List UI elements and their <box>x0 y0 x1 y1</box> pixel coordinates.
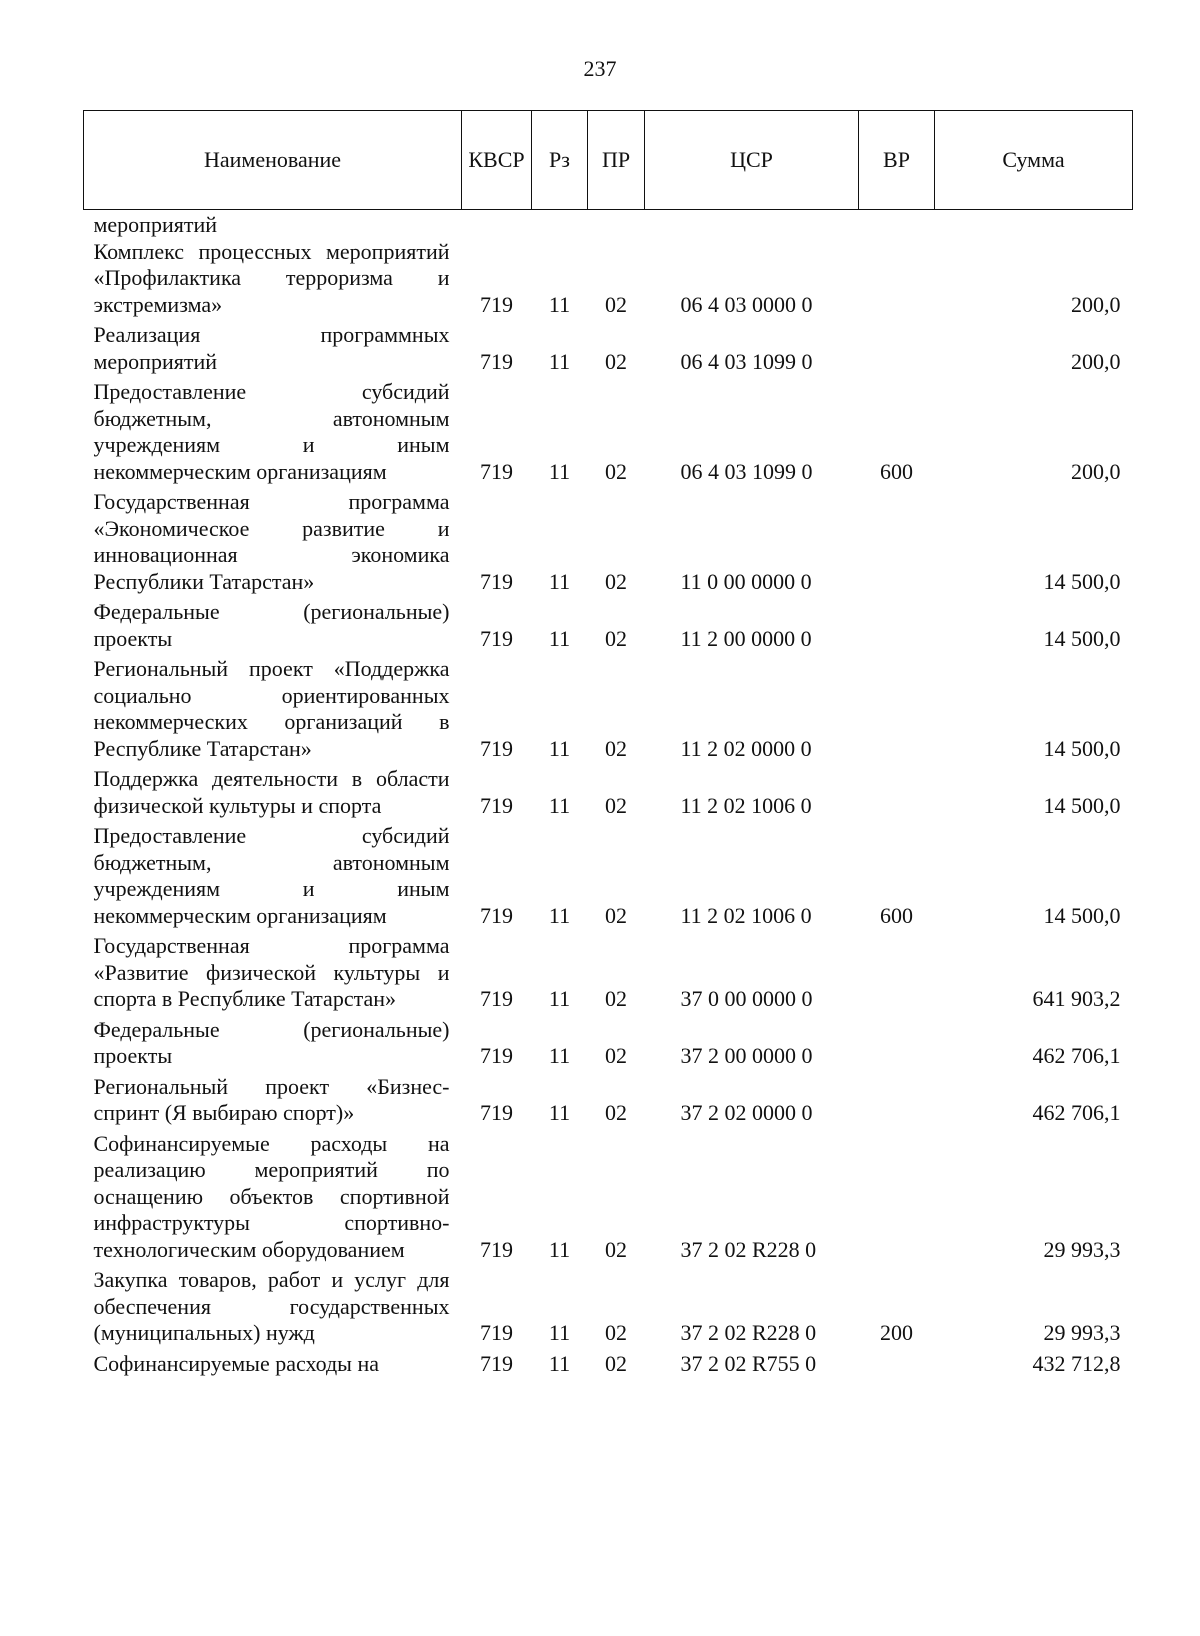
cell-kvsr: 719 <box>480 1043 513 1068</box>
cell-vr <box>859 1017 935 1074</box>
header-csr: ЦСР <box>645 111 859 210</box>
cell-kvsr: 719 <box>480 735 513 761</box>
cell-kvsr <box>462 210 532 239</box>
cell-kvsr: 719 <box>480 458 513 484</box>
header-sum: Сумма <box>935 111 1133 210</box>
cell-name: Региональный проект «Бизнес-спринт (Я выбираю спорт)» <box>93 1073 450 1125</box>
cell-rz: 11 <box>548 625 571 651</box>
cell-kvsr: 719 <box>480 568 513 594</box>
cell-kvsr: 719 <box>480 902 513 928</box>
cell-vr <box>859 210 935 239</box>
header-kvsr: КВСР <box>462 111 532 210</box>
cell-vr <box>859 322 935 379</box>
cell-pr: 02 <box>605 1100 627 1125</box>
cell-sum: 14 500,0 <box>1043 568 1121 594</box>
table-row <box>84 379 1133 489</box>
cell-vr: 600 <box>880 902 913 928</box>
cell-pr: 02 <box>605 986 627 1011</box>
table-row <box>84 322 1133 379</box>
cell-vr <box>859 489 935 599</box>
cell-vr <box>859 656 935 766</box>
cell-vr <box>859 1131 935 1268</box>
cell-rz: 11 <box>548 458 571 484</box>
cell-kvsr: 719 <box>480 1100 513 1125</box>
cell-sum: 462 706,1 <box>1032 1100 1121 1125</box>
cell-pr: 02 <box>605 735 627 761</box>
cell-rz: 11 <box>548 291 571 317</box>
cell-rz: 11 <box>548 1236 571 1262</box>
cell-name: Закупка товаров, работ и услуг для обеспечения государственных (муниципальных) нужд <box>93 1267 450 1345</box>
table-row <box>84 766 1133 823</box>
cell-csr <box>645 210 859 239</box>
cell-name: Софинансируемые расходы на <box>93 1350 379 1376</box>
cell-sum: 14 500,0 <box>1043 792 1121 818</box>
cell-rz: 11 <box>548 568 571 594</box>
cell-pr: 02 <box>605 1350 627 1376</box>
cell-pr: 02 <box>605 1320 627 1345</box>
cell-name: Предоставление субсидий бюджетным, автономным учреждениям и иным некоммерческим организациям <box>93 379 450 484</box>
cell-sum: 200,0 <box>1071 291 1121 317</box>
header-pr: ПР <box>588 111 645 210</box>
cell-csr: 06 4 03 0000 0 <box>680 291 813 317</box>
cell-kvsr: 719 <box>480 348 513 374</box>
cell-vr <box>859 766 935 823</box>
cell-csr: 11 0 00 0000 0 <box>680 568 812 594</box>
cell-csr: 37 2 02 R755 0 <box>680 1350 817 1376</box>
table-row <box>84 1131 1133 1268</box>
cell-csr: 11 2 02 1006 0 <box>680 792 812 818</box>
cell-vr <box>859 933 935 1017</box>
header-name: Наименование <box>84 111 462 210</box>
table-row <box>84 1074 1133 1131</box>
cell-pr: 02 <box>605 291 627 317</box>
cell-vr <box>859 1351 935 1382</box>
cell-name: Реализация программных мероприятий <box>93 322 450 374</box>
cell-csr: 37 0 00 0000 0 <box>680 986 813 1011</box>
cell-vr <box>859 239 935 323</box>
cell-sum: 14 500,0 <box>1043 735 1121 761</box>
cell-name: Поддержка деятельности в области физической культуры и спорта <box>93 766 450 818</box>
cell-csr: 37 2 02 R228 0 <box>680 1236 817 1262</box>
table-row <box>84 1351 1133 1382</box>
cell-pr <box>588 210 645 239</box>
cell-rz: 11 <box>548 792 571 818</box>
cell-vr <box>859 1074 935 1131</box>
table-row <box>84 239 1133 323</box>
cell-rz: 11 <box>548 1100 571 1125</box>
cell-csr: 11 2 00 0000 0 <box>680 625 812 651</box>
table-row <box>84 933 1133 1017</box>
cell-sum: 14 500,0 <box>1043 902 1121 928</box>
cell-csr: 37 2 02 0000 0 <box>680 1100 813 1125</box>
table-row <box>84 823 1133 933</box>
cell-name: Региональный проект «Поддержка социально ориентированных некоммерческих организаций в Республике Татарстан» <box>93 656 450 761</box>
cell-vr: 200 <box>880 1320 913 1345</box>
cell-kvsr: 719 <box>480 986 513 1011</box>
cell-name: Федеральные (региональные) проекты <box>93 1016 450 1068</box>
cell-sum: 641 903,2 <box>1032 986 1121 1011</box>
cell-csr: 37 2 00 0000 0 <box>680 1043 813 1068</box>
cell-rz: 11 <box>548 1043 571 1068</box>
table-row <box>84 656 1133 766</box>
header-vr: ВР <box>859 111 935 210</box>
cell-name: Комплекс процессных мероприятий «Профилактика терроризма и экстремизма» <box>93 238 450 317</box>
cell-pr: 02 <box>605 348 627 374</box>
cell-vr: 600 <box>880 458 913 484</box>
cell-rz: 11 <box>548 986 571 1011</box>
cell-kvsr: 719 <box>480 291 513 317</box>
cell-pr: 02 <box>605 902 627 928</box>
cell-kvsr: 719 <box>480 792 513 818</box>
cell-rz: 11 <box>548 348 571 374</box>
cell-name: мероприятий <box>93 212 218 237</box>
cell-pr: 02 <box>605 568 627 594</box>
cell-sum: 14 500,0 <box>1043 625 1121 651</box>
cell-rz <box>532 210 588 239</box>
cell-sum <box>935 210 1133 239</box>
cell-pr: 02 <box>605 792 627 818</box>
cell-name: Софинансируемые расходы на реализацию мероприятий по оснащению объектов спортивной инфраструктуры спортивно-технологическим оборудованием <box>93 1130 450 1262</box>
cell-pr: 02 <box>605 1043 627 1068</box>
cell-pr: 02 <box>605 1236 627 1262</box>
cell-rz: 11 <box>548 735 571 761</box>
cell-csr: 37 2 02 R228 0 <box>680 1320 817 1345</box>
table-row <box>84 1017 1133 1074</box>
page-number: 237 <box>583 56 617 81</box>
cell-name: Государственная программа «Развитие физической культуры и спорта в Республике Татарстан» <box>93 933 450 1011</box>
cell-sum: 200,0 <box>1071 458 1121 484</box>
cell-kvsr: 719 <box>480 1350 513 1376</box>
header-rz: Рз <box>532 111 588 210</box>
budget-table <box>83 110 1133 1381</box>
cell-sum: 29 993,3 <box>1043 1236 1121 1262</box>
cell-sum: 200,0 <box>1071 348 1121 374</box>
cell-rz: 11 <box>548 902 571 928</box>
table-row <box>84 1267 1133 1351</box>
cell-sum: 29 993,3 <box>1043 1320 1121 1345</box>
cell-name: Федеральные (региональные) проекты <box>93 599 450 651</box>
table-body <box>84 210 1133 1382</box>
cell-csr: 11 2 02 0000 0 <box>680 735 812 761</box>
cell-sum: 432 712,8 <box>1032 1350 1121 1376</box>
cell-kvsr: 719 <box>480 625 513 651</box>
cell-name: Предоставление субсидий бюджетным, автономным учреждениям и иным некоммерческим организациям <box>93 823 450 928</box>
cell-vr <box>859 599 935 656</box>
cell-kvsr: 719 <box>480 1320 513 1345</box>
table-row <box>84 210 1133 239</box>
cell-kvsr: 719 <box>480 1236 513 1262</box>
cell-csr: 11 2 02 1006 0 <box>680 902 812 928</box>
table-header <box>84 111 1133 210</box>
cell-rz: 11 <box>548 1350 571 1376</box>
cell-rz: 11 <box>548 1320 571 1345</box>
cell-csr: 06 4 03 1099 0 <box>680 348 813 374</box>
cell-sum: 462 706,1 <box>1032 1043 1121 1068</box>
table-row <box>84 489 1133 599</box>
cell-csr: 06 4 03 1099 0 <box>680 458 813 484</box>
cell-name: Государственная программа «Экономическое развитие и инновационная экономика Республики Татарстан» <box>93 489 450 594</box>
cell-pr: 02 <box>605 625 627 651</box>
table-row <box>84 599 1133 656</box>
cell-pr: 02 <box>605 458 627 484</box>
